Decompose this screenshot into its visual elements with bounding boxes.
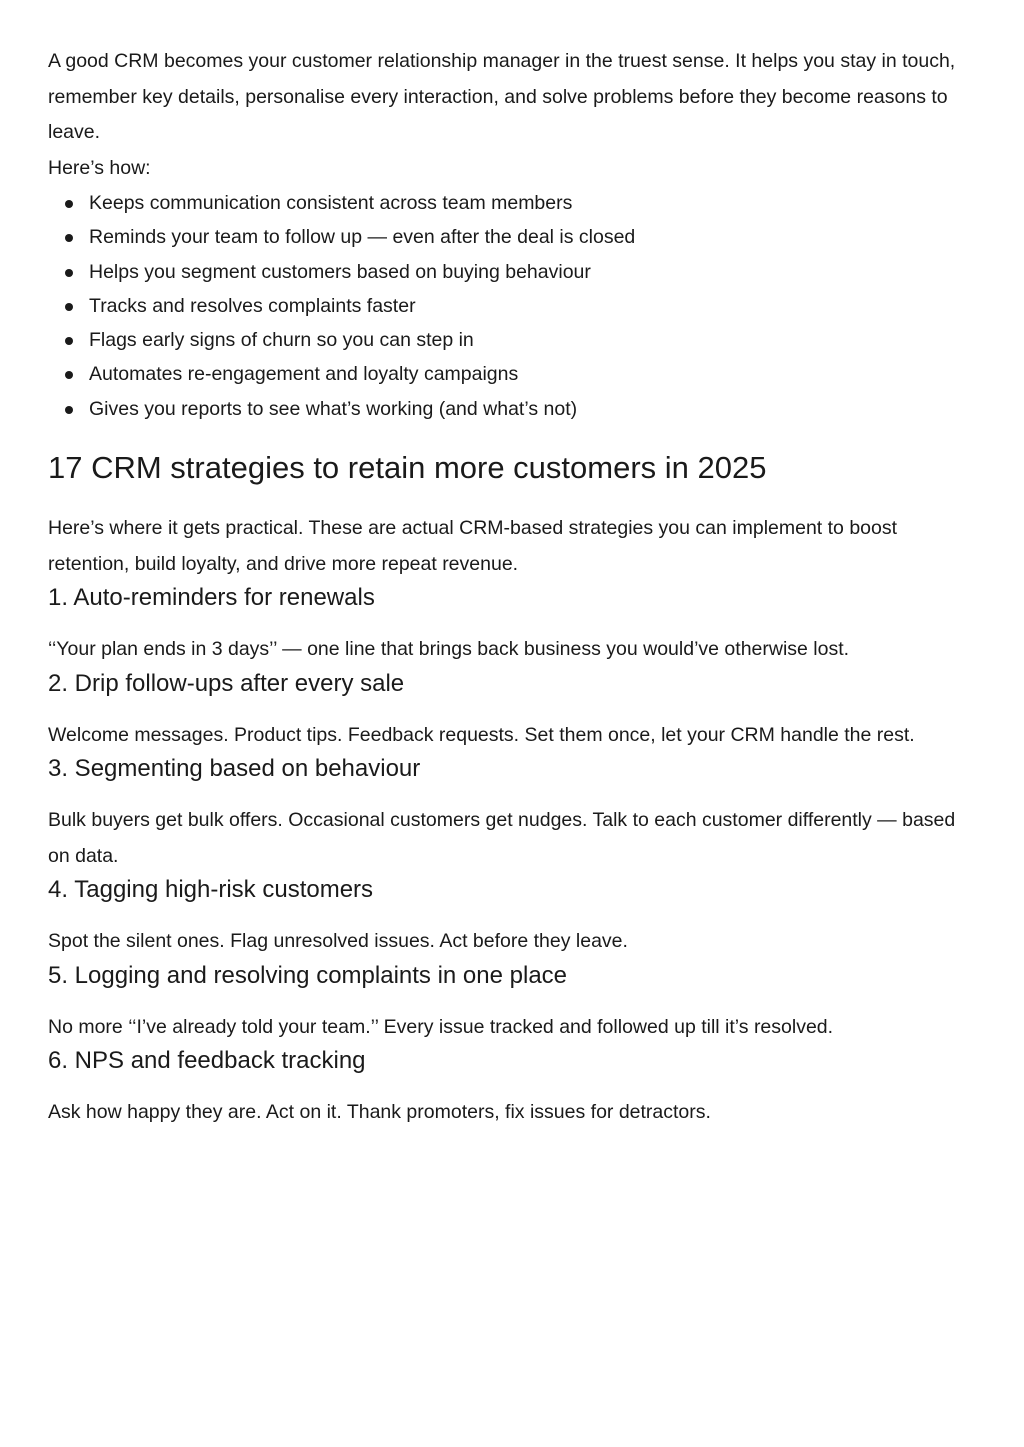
list-item-text: Flags early signs of churn so you can step in (89, 329, 474, 352)
strategy-description: No more ‘‘I’ve already told your team.’’ Every issue tracked and followed up till it’s resolved. (48, 1015, 834, 1038)
strategy-description: Bulk buyers get bulk offers. Occasional customers get nudges. Talk to each customer differently — based on data. (48, 809, 956, 867)
list-item (48, 323, 968, 357)
strategy-heading: 6. NPS and feedback tracking (48, 1047, 366, 1075)
article-body (48, 44, 968, 1131)
list-item-text: Keeps communication consistent across team members (89, 192, 573, 214)
strategy-description: Spot the silent ones. Flag unresolved issues. Act before they leave. (48, 930, 628, 953)
bullet-dot-icon (65, 406, 73, 414)
list-item-text: Reminds your team to follow up — even after the deal is closed (89, 226, 636, 249)
strategy-heading: 1. Auto-reminders for renewals (48, 584, 375, 612)
strategy-heading: 5. Logging and resolving complaints in one place (48, 961, 568, 989)
bullet-dot-icon (65, 303, 73, 311)
section-lead-paragraph: Here’s where it gets practical. These are actual CRM-based strategies you can implement to boost retention, build loyalty, and drive more repeat revenue. (48, 517, 898, 575)
strategy-description: ‘‘Your plan ends in 3 days’’ — one line that brings back business you would’ve otherwise lost. (48, 638, 850, 661)
bullet-dot-icon (65, 234, 73, 242)
bullet-dot-icon (65, 269, 73, 277)
intro-paragraph: A good CRM becomes your customer relationship manager in the truest sense. It helps you stay in touch, remember key details, personalise every interaction, and solve problems before they become reasons to leave. (48, 50, 956, 143)
strategy-description: Ask how happy they are. Act on it. Thank promoters, fix issues for detractors. (48, 1101, 711, 1124)
section-heading: 17 CRM strategies to retain more customers in 2025 (48, 450, 767, 486)
benefits-list (48, 186, 968, 426)
strategy-description: Welcome messages. Product tips. Feedback requests. Set them once, let your CRM handle the rest. (48, 723, 915, 746)
list-item (48, 186, 968, 220)
howto-label: Here’s how: (48, 156, 151, 179)
bullet-dot-icon (65, 371, 73, 379)
bullet-dot-icon (65, 337, 73, 345)
list-item (48, 357, 968, 391)
list-item (48, 255, 968, 289)
strategy-heading: 2. Drip follow-ups after every sale (48, 669, 405, 697)
bullet-dot-icon (65, 200, 73, 208)
list-item (48, 289, 968, 323)
list-item (48, 392, 968, 426)
list-item-text: Gives you reports to see what’s working (and what’s not) (89, 397, 578, 420)
list-item (48, 220, 968, 254)
strategy-heading: 3. Segmenting based on behaviour (48, 755, 421, 783)
list-item-text: Automates re-engagement and loyalty campaigns (89, 363, 519, 386)
list-item-text: Tracks and resolves complaints faster (89, 294, 416, 317)
list-item-text: Helps you segment customers based on buying behaviour (89, 260, 591, 283)
strategy-heading: 4. Tagging high-risk customers (48, 876, 374, 904)
